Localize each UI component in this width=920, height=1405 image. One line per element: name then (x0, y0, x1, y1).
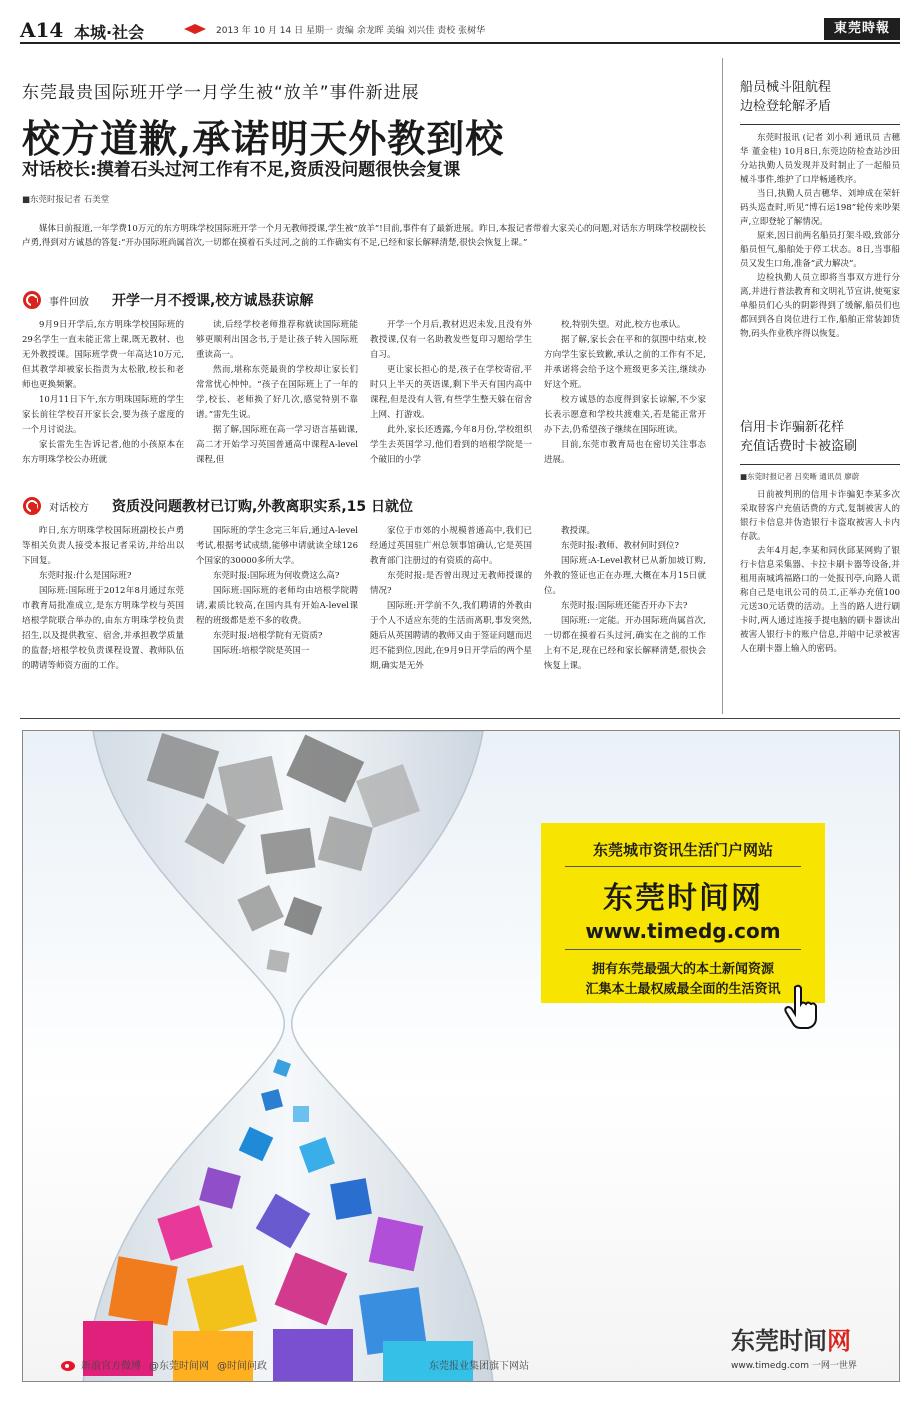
article-headline: 校方道歉,承诺明天外教到校 (22, 116, 505, 161)
paragraph: 目前,东莞市教育局也在密切关注事态进展。 (544, 440, 706, 465)
advertisement[interactable] (22, 730, 900, 1382)
article-byline: ■东莞时报记者 石美堂 (22, 195, 110, 205)
ad-brand-text: 东莞时间 (731, 1327, 827, 1355)
paragraph: 东莞时报:是否曾出现过无教师授课的情况? (370, 571, 532, 596)
text-column (544, 524, 706, 674)
weibo-account-2[interactable]: @时间问政 (217, 1361, 267, 1372)
divider (740, 464, 900, 465)
ad-footer-left (61, 1357, 275, 1372)
paragraph: 东莞时报:培根学院有无资质? (213, 631, 323, 641)
ad-brand (731, 1321, 857, 1371)
column-divider (722, 58, 723, 714)
ad-site-url[interactable]: www.timedg.com (585, 919, 781, 943)
section-tag: 事件回放 (49, 297, 89, 308)
paragraph: 东莞时报:国际班还能否开办下去? (561, 601, 688, 611)
ad-footer-right: 东莞报业集团旗下网站 (429, 1361, 529, 1372)
paragraph: 此外,家长还透露,今年8月份,学校组织学生去英国学习,他们看到的培根学院是一个破旧的小学 (370, 425, 532, 465)
paragraph: 据了解,国际班在高一学习语言基础课,高二才开始学习英国普通高中课程A-level课程,但 (196, 425, 358, 465)
section-header-2 (22, 495, 706, 517)
article-lead: 媒体日前报道,一年学费10万元的东方明珠学校国际班开学一个月无教师授课,学生被“放羊”!目前,事件有了最新进展。昨日,本报记者带着大家关心的问题,对话东方明珠学校副校长卢勇,得到对方诚恳的答复:“开办国际班尚属首次,一切都在摸着石头过河,之前的工作确实有不足,已经和家长解释清楚,很快会恢复上课。” (22, 224, 706, 248)
paragraph: 更让家长担心的是,孩子在学校寄宿,平时只上半天的英语课,剩下半天有国内高中课程,但是没有人管,有些学生整天躲在宿舍上网、打游戏。 (370, 365, 532, 420)
paragraph: 9月9日开学后,东方明珠学校国际班的29名学生一直未能正常上课,既无教材、也无外教授课。国际班学费一年高达10万元,但其教学却被家长指责为太松散,校长和老师也更换频繁。 (22, 320, 184, 390)
diamond-ornament-icon (184, 24, 206, 34)
section-title: 资质没问题教材已订购,外教离职实系,15 日就位 (112, 499, 413, 515)
ad-slogan-1: 拥有东莞最强大的本土新闻资源 (591, 962, 774, 977)
paragraph: 东莞时报:教师、教材何时到位? (561, 541, 679, 551)
masthead (20, 18, 900, 44)
text-column (22, 524, 184, 674)
paragraph: 然而,堪称东莞最贵的学校却让家长们常常忧心忡忡。“孩子在国际班上了一年的学,校长、老师换了好几次,感觉特别不靠谱。”雷先生说。 (196, 365, 358, 420)
paragraph: 国际班:A-Level教材已从新加坡订购,外教的签证也正在办理,大概在本月15日就位。 (544, 556, 706, 596)
paragraph: 国际班:国际班于2012年8月通过东莞市教育局批准成立,是东方明珠学校与英国培根学院联合举办的,由东方明珠学校负责招生,以及提供教室、宿舍,并承担教学质量的监督;培根学校负责课程设置、教师队伍的聘请等师资方面的工作。 (22, 586, 184, 671)
divider (565, 949, 801, 950)
section-name: 本城·社会 (74, 23, 145, 42)
text-column (370, 524, 532, 674)
section-header-1 (22, 289, 706, 311)
paragraph: 东莞时报讯 (记者 刘小利 通讯员 吉穗华 董金桂) 10月8日,东莞边防检查站沙田分站执勤人员发现并及时制止了一起船员械斗事件,维护了口岸畅通秩序。 (740, 133, 900, 185)
issue-meta: 2013 年 10 月 14 日 星期一 责编 余龙晖 美编 刘兴佳 责校 张树华 (216, 26, 486, 36)
text-column (22, 318, 184, 468)
paragraph: 据了解,家长会在平和的氛围中结束,校方向学生家长致歉,承认之前的工作有不足,并承诺将会给予这个班级更多关注,继续办好这个班。 (544, 335, 706, 390)
paragraph: 国际班:开学前不久,我们聘请的外教由于个人不适应东莞的生活而离职,事发突然,随后从英国聘请的教师又由于签证问题而迟迟不能到位,因此,在9月9日开学后的两个星期,确实是无外 (370, 601, 532, 671)
divider (740, 124, 900, 125)
paragraph: 东莞时报:什么是国际班? (39, 571, 132, 581)
paragraph: 昨日,东方明珠学校国际班副校长卢勇等相关负责人接受本报记者采访,并给出以下回复。 (22, 526, 184, 566)
text-column (370, 318, 532, 468)
page-number: A14 (20, 18, 64, 42)
paragraph: 家位于市郊的小规模普通高中,我们已经通过英国驻广州总领事馆确认,它是英国教育部门注册过的有资质的高中。 (370, 526, 532, 566)
ad-slogan-2: 汇集本土最权威最全面的生活资讯 (585, 982, 781, 997)
paragraph: 10月11日下午,东方明珠国际班的学生家长前往学校召开家长会,要为孩子虚度的一个月讨说法。 (22, 395, 184, 435)
horizontal-rule (20, 718, 900, 719)
ad-brand-url: www.timedg.com 一网一世界 (731, 1361, 857, 1371)
text-column (196, 318, 358, 468)
ad-site-name: 东莞时间网 (603, 881, 763, 916)
weibo-account-1[interactable]: @东莞时间网 (149, 1361, 209, 1372)
text-column (544, 318, 706, 468)
paragraph: 校,特别失望。对此,校方也承认。 (561, 320, 686, 330)
paragraph: 国际班:培根学院是英国一 (213, 646, 310, 656)
paragraph: 日前被判刑的信用卡诈骗犯李某多次采取替客户充值话费的方式,复制被害人的银行卡信息并伪造银行卡盗取被害人卡内存款。 (740, 490, 900, 542)
ad-tagline: 东莞城市资讯生活门户网站 (592, 841, 773, 859)
section-tag: 对话校方 (49, 503, 89, 514)
paragraph: 原来,因日前两名船员打架斗殴,致部分船员恒气,船舶处于停工状态。8日,当事船员又发生口角,准备“武力解决”。 (740, 231, 900, 269)
paragraph: 当日,执勤人员吉穗华、刘坤成在荣轩码头巡查时,听见“博石运198”轮传来吵架声,立即登轮了解情况。 (740, 189, 900, 227)
section-title: 开学一月不授课,校方诚恳获谅解 (112, 293, 314, 309)
sidebar-story-title: 船员械斗阻航程 (740, 80, 832, 95)
text-column (196, 524, 358, 674)
sidebar-story-title: 信用卡诈骗新花样 (740, 420, 845, 435)
paragraph: 去年4月起,李某和同伙邱某网购了银行卡信息采集器、卡拉卡刷卡器等设备,并租用南城鸿福路口的一处报刊亭,向路人谎称自己是电讯公司的员工,正举办充值100元送30元话费的活动。上当的路人进行刷卡时,两人通过连接手提电脑的刷卡器读出被害人银行卡的账户信息,并暗中记录被害人在刷卡器上输入的密码。 (740, 546, 900, 654)
weibo-label: 新浪官方微博 (81, 1361, 141, 1372)
section2-columns (22, 524, 706, 674)
sidebar-byline: ■东莞时报记者 吕奕晰 通讯员 廖蔚 (740, 472, 860, 481)
paragraph: 校方诚恳的态度得到家长谅解,不少家长表示愿意和学校共渡难关,若是能正常开办下去,仍希望孩子继续在国际班读。 (544, 395, 706, 435)
sidebar-story-title: 充值话费时卡被盗刷 (740, 439, 858, 454)
sidebar-story-2 (740, 418, 900, 656)
sidebar-story-title: 边检登轮解矛盾 (740, 99, 832, 114)
paragraph: 国际班:国际班的老师均由培根学院聘请,素质比较高,在国内具有开始A-level课程的班级都是差不多的收费。 (196, 586, 358, 626)
ad-promo-box[interactable] (541, 823, 825, 1003)
ad-brand-net: 网 (827, 1327, 851, 1355)
paragraph: 开学一个月后,教材迟迟未发,且没有外教授课,仅有一名助教发些复印习题给学生自习。 (370, 320, 532, 360)
paragraph: 教授课。 (561, 526, 596, 536)
article-kicker: 东莞最贵国际班开学一月学生被“放羊”事件新进展 (22, 83, 420, 103)
sidebar-story-1 (740, 78, 900, 341)
newspaper-logo: 東莞時報 (824, 18, 900, 40)
article-subhead: 对话校长:摸着石头过河工作有不足,资质没问题很快会复课 (22, 160, 461, 180)
paragraph: 国际班的学生念完三年后,通过A-level考试,根据考试成绩,能够申请就读全球126个国家的30000多所大学。 (196, 526, 358, 566)
paragraph: 边检执勤人员立即将当事双方进行分离,并进行普法教育和文明礼节宣讲,使冤家单船员们心头的阴影得到了缓解,船员们也都回到各自岗位进行工作,船舶正常装卸货物,码头作业秩序得以恢复。 (740, 273, 900, 339)
divider (565, 866, 801, 867)
paragraph: 国际班:一定能。开办国际班尚属首次,一切都在摸着石头过河,确实在之前的工作上有不足,现在已经和家长解释清楚,很快会恢复上课。 (544, 616, 706, 671)
weibo-icon (61, 1359, 77, 1371)
paragraph: 读,后经学校老师推荐称就读国际班能够更顺利出国念书,于是让孩子转入国际班重读高一。 (196, 320, 358, 360)
section1-columns (22, 318, 706, 468)
section-badge-icon (22, 290, 42, 310)
section-badge-icon (22, 496, 42, 516)
ad-brand-name (731, 1321, 857, 1356)
paragraph: 家长雷先生告诉记者,他的小孩原本在东方明珠学校公办班就 (22, 440, 184, 465)
paragraph: 东莞时报:国际班为何收费这么高? (213, 571, 340, 581)
hand-cursor-icon (783, 983, 823, 1029)
